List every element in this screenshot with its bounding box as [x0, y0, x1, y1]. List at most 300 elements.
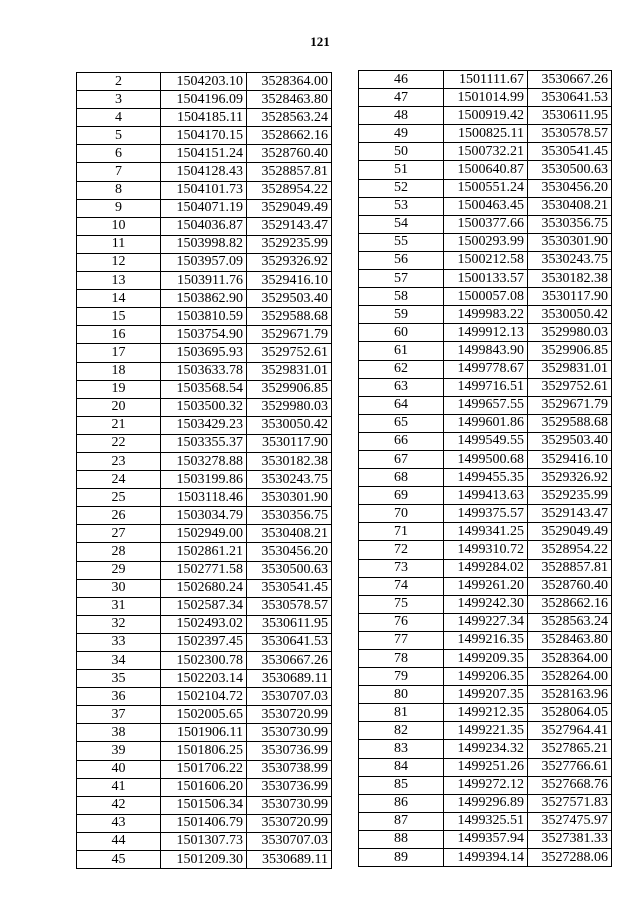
table-row: [359, 143, 612, 161]
y-coordinate: 3529503.40: [247, 290, 332, 308]
y-coordinate: 3529416.10: [247, 272, 332, 290]
point-number: 80: [359, 686, 444, 704]
y-coordinate: 3528662.16: [528, 595, 612, 613]
table-row: [77, 796, 332, 814]
y-coordinate: 3529235.99: [247, 235, 332, 253]
y-coordinate: 3529752.61: [528, 378, 612, 396]
point-number: 83: [359, 740, 444, 758]
x-coordinate: 1504196.09: [161, 91, 247, 109]
x-coordinate: 1503278.88: [161, 452, 247, 470]
table-row: [359, 740, 612, 758]
x-coordinate: 1501209.30: [161, 851, 247, 869]
x-coordinate: 1500919.42: [444, 107, 528, 125]
table-row: [77, 452, 332, 470]
point-number: 63: [359, 378, 444, 396]
y-coordinate: 3530730.99: [247, 796, 332, 814]
x-coordinate: 1499221.35: [444, 722, 528, 740]
table-row: [77, 362, 332, 380]
point-number: 49: [359, 125, 444, 143]
table-row: [359, 215, 612, 233]
y-coordinate: 3528954.22: [528, 541, 612, 559]
point-number: 42: [77, 796, 161, 814]
x-coordinate: 1499206.35: [444, 668, 528, 686]
page-number: 121: [310, 34, 330, 49]
y-coordinate: 3528463.80: [528, 631, 612, 649]
x-coordinate: 1504101.73: [161, 181, 247, 199]
table-row: [359, 306, 612, 324]
point-number: 53: [359, 197, 444, 215]
y-coordinate: 3528857.81: [528, 559, 612, 577]
point-number: 25: [77, 489, 161, 507]
table-row: [359, 794, 612, 812]
table-row: [77, 416, 332, 434]
y-coordinate: 3529143.47: [528, 505, 612, 523]
x-coordinate: 1504151.24: [161, 145, 247, 163]
table-row: [77, 633, 332, 651]
point-number: 11: [77, 235, 161, 253]
y-coordinate: 3529980.03: [528, 324, 612, 342]
y-coordinate: 3530641.53: [528, 89, 612, 107]
point-number: 62: [359, 360, 444, 378]
table-row: [359, 613, 612, 631]
point-number: 78: [359, 650, 444, 668]
point-number: 51: [359, 161, 444, 179]
point-number: 20: [77, 398, 161, 416]
x-coordinate: 1500732.21: [444, 143, 528, 161]
point-number: 81: [359, 704, 444, 722]
table-row: [77, 145, 332, 163]
table-row: [359, 505, 612, 523]
x-coordinate: 1499778.67: [444, 360, 528, 378]
table-row: [77, 398, 332, 416]
x-coordinate: 1501906.11: [161, 724, 247, 742]
table-row: [359, 270, 612, 288]
table-row: [77, 344, 332, 362]
table-row: [359, 559, 612, 577]
x-coordinate: 1504071.19: [161, 199, 247, 217]
x-coordinate: 1501307.73: [161, 832, 247, 850]
x-coordinate: 1502949.00: [161, 525, 247, 543]
x-coordinate: 1503429.23: [161, 416, 247, 434]
point-number: 21: [77, 416, 161, 434]
y-coordinate: 3527571.83: [528, 794, 612, 812]
y-coordinate: 3530050.42: [528, 306, 612, 324]
table-row: [77, 561, 332, 579]
table-row: [359, 830, 612, 848]
point-number: 36: [77, 688, 161, 706]
table-row: [359, 324, 612, 342]
x-coordinate: 1499242.30: [444, 595, 528, 613]
x-coordinate: 1503862.90: [161, 290, 247, 308]
x-coordinate: 1502300.78: [161, 652, 247, 670]
table-row: [77, 579, 332, 597]
y-coordinate: 3528563.24: [247, 109, 332, 127]
y-coordinate: 3527381.33: [528, 830, 612, 848]
table-row: [359, 179, 612, 197]
y-coordinate: 3527766.61: [528, 758, 612, 776]
table-row: [77, 724, 332, 742]
y-coordinate: 3530408.21: [528, 197, 612, 215]
y-coordinate: 3530611.95: [528, 107, 612, 125]
table-row: [359, 450, 612, 468]
y-coordinate: 3529671.79: [528, 396, 612, 414]
y-coordinate: 3528264.00: [528, 668, 612, 686]
table-row: [77, 380, 332, 398]
x-coordinate: 1503034.79: [161, 507, 247, 525]
table-row: [359, 89, 612, 107]
point-number: 41: [77, 778, 161, 796]
point-number: 47: [359, 89, 444, 107]
x-coordinate: 1499413.63: [444, 487, 528, 505]
y-coordinate: 3528364.00: [247, 73, 332, 91]
x-coordinate: 1502005.65: [161, 706, 247, 724]
y-coordinate: 3528760.40: [528, 577, 612, 595]
table-row: [77, 434, 332, 452]
point-number: 55: [359, 233, 444, 251]
table-row: [77, 688, 332, 706]
x-coordinate: 1500293.99: [444, 233, 528, 251]
x-coordinate: 1500377.66: [444, 215, 528, 233]
table-row: [359, 686, 612, 704]
y-coordinate: 3529143.47: [247, 217, 332, 235]
x-coordinate: 1499716.51: [444, 378, 528, 396]
point-number: 32: [77, 615, 161, 633]
x-coordinate: 1500551.24: [444, 179, 528, 197]
point-number: 6: [77, 145, 161, 163]
point-number: 65: [359, 414, 444, 432]
y-coordinate: 3530356.75: [528, 215, 612, 233]
y-coordinate: 3530301.90: [528, 233, 612, 251]
table-row: [359, 378, 612, 396]
x-coordinate: 1502397.45: [161, 633, 247, 651]
point-number: 29: [77, 561, 161, 579]
y-coordinate: 3530541.45: [247, 579, 332, 597]
point-number: 22: [77, 434, 161, 452]
table-row: [359, 487, 612, 505]
y-coordinate: 3530356.75: [247, 507, 332, 525]
point-number: 17: [77, 344, 161, 362]
y-coordinate: 3527964.41: [528, 722, 612, 740]
x-coordinate: 1503500.32: [161, 398, 247, 416]
x-coordinate: 1504185.11: [161, 109, 247, 127]
y-coordinate: 3529049.49: [247, 199, 332, 217]
y-coordinate: 3529831.01: [247, 362, 332, 380]
x-coordinate: 1502104.72: [161, 688, 247, 706]
table-row: [77, 778, 332, 796]
table-row: [77, 73, 332, 91]
point-number: 18: [77, 362, 161, 380]
y-coordinate: 3530738.99: [247, 760, 332, 778]
point-number: 30: [77, 579, 161, 597]
y-coordinate: 3529326.92: [528, 469, 612, 487]
y-coordinate: 3528954.22: [247, 181, 332, 199]
table-row: [77, 181, 332, 199]
y-coordinate: 3529503.40: [528, 432, 612, 450]
point-number: 12: [77, 253, 161, 271]
x-coordinate: 1501606.20: [161, 778, 247, 796]
y-coordinate: 3530500.63: [528, 161, 612, 179]
x-coordinate: 1504170.15: [161, 127, 247, 145]
y-coordinate: 3529235.99: [528, 487, 612, 505]
coordinates-table-left: [76, 72, 332, 869]
y-coordinate: 3530541.45: [528, 143, 612, 161]
y-coordinate: 3530243.75: [528, 251, 612, 269]
y-coordinate: 3528662.16: [247, 127, 332, 145]
table-row: [359, 668, 612, 686]
point-number: 59: [359, 306, 444, 324]
table-row: [77, 742, 332, 760]
y-coordinate: 3530689.11: [247, 670, 332, 688]
table-row: [359, 758, 612, 776]
table-row: [359, 233, 612, 251]
table-row: [77, 109, 332, 127]
point-number: 73: [359, 559, 444, 577]
table-row: [77, 326, 332, 344]
point-number: 68: [359, 469, 444, 487]
x-coordinate: 1499500.68: [444, 450, 528, 468]
y-coordinate: 3529588.68: [528, 414, 612, 432]
table-row: [77, 199, 332, 217]
y-coordinate: 3530456.20: [247, 543, 332, 561]
table-row: [77, 217, 332, 235]
point-number: 4: [77, 109, 161, 127]
x-coordinate: 1501406.79: [161, 814, 247, 832]
y-coordinate: 3528364.00: [528, 650, 612, 668]
x-coordinate: 1503957.09: [161, 253, 247, 271]
table-row: [359, 650, 612, 668]
table-row: [77, 760, 332, 778]
point-number: 9: [77, 199, 161, 217]
table-row: [359, 577, 612, 595]
point-number: 79: [359, 668, 444, 686]
table-row: [77, 652, 332, 670]
point-number: 8: [77, 181, 161, 199]
point-number: 3: [77, 91, 161, 109]
x-coordinate: 1502493.02: [161, 615, 247, 633]
point-number: 19: [77, 380, 161, 398]
x-coordinate: 1503118.46: [161, 489, 247, 507]
point-number: 31: [77, 597, 161, 615]
table-row: [77, 489, 332, 507]
x-coordinate: 1499912.13: [444, 324, 528, 342]
x-coordinate: 1499251.26: [444, 758, 528, 776]
y-coordinate: 3530243.75: [247, 471, 332, 489]
y-coordinate: 3530720.99: [247, 706, 332, 724]
x-coordinate: 1503810.59: [161, 308, 247, 326]
x-coordinate: 1499394.14: [444, 849, 528, 867]
table-row: [77, 127, 332, 145]
x-coordinate: 1499234.32: [444, 740, 528, 758]
x-coordinate: 1500825.11: [444, 125, 528, 143]
y-coordinate: 3530500.63: [247, 561, 332, 579]
x-coordinate: 1503199.86: [161, 471, 247, 489]
point-number: 14: [77, 290, 161, 308]
y-coordinate: 3529326.92: [247, 253, 332, 271]
point-number: 34: [77, 652, 161, 670]
y-coordinate: 3527865.21: [528, 740, 612, 758]
table-row: [359, 432, 612, 450]
point-number: 40: [77, 760, 161, 778]
point-number: 88: [359, 830, 444, 848]
x-coordinate: 1500212.58: [444, 251, 528, 269]
point-number: 48: [359, 107, 444, 125]
y-coordinate: 3529906.85: [528, 342, 612, 360]
x-coordinate: 1499843.90: [444, 342, 528, 360]
y-coordinate: 3530578.57: [247, 597, 332, 615]
x-coordinate: 1501111.67: [444, 71, 528, 89]
y-coordinate: 3529831.01: [528, 360, 612, 378]
x-coordinate: 1499272.12: [444, 776, 528, 794]
x-coordinate: 1500057.08: [444, 288, 528, 306]
table-row: [359, 631, 612, 649]
x-coordinate: 1499284.02: [444, 559, 528, 577]
x-coordinate: 1499657.55: [444, 396, 528, 414]
x-coordinate: 1500640.87: [444, 161, 528, 179]
y-coordinate: 3530707.03: [247, 688, 332, 706]
table-row: [359, 125, 612, 143]
table-row: [359, 722, 612, 740]
table-row: [359, 107, 612, 125]
x-coordinate: 1503633.78: [161, 362, 247, 380]
y-coordinate: 3528163.96: [528, 686, 612, 704]
point-number: 58: [359, 288, 444, 306]
y-coordinate: 3527475.97: [528, 812, 612, 830]
y-coordinate: 3530456.20: [528, 179, 612, 197]
x-coordinate: 1499341.25: [444, 523, 528, 541]
table-row: [359, 396, 612, 414]
x-coordinate: 1499601.86: [444, 414, 528, 432]
x-coordinate: 1499325.51: [444, 812, 528, 830]
y-coordinate: 3530730.99: [247, 724, 332, 742]
x-coordinate: 1499549.55: [444, 432, 528, 450]
x-coordinate: 1504036.87: [161, 217, 247, 235]
table-row: [359, 541, 612, 559]
point-number: 67: [359, 450, 444, 468]
y-coordinate: 3530182.38: [528, 270, 612, 288]
point-number: 39: [77, 742, 161, 760]
point-number: 75: [359, 595, 444, 613]
y-coordinate: 3528760.40: [247, 145, 332, 163]
point-number: 61: [359, 342, 444, 360]
table-row: [359, 523, 612, 541]
x-coordinate: 1499983.22: [444, 306, 528, 324]
point-number: 72: [359, 541, 444, 559]
table-row: [77, 471, 332, 489]
table-row: [77, 507, 332, 525]
x-coordinate: 1499375.57: [444, 505, 528, 523]
x-coordinate: 1499455.35: [444, 469, 528, 487]
x-coordinate: 1499296.89: [444, 794, 528, 812]
y-coordinate: 3527668.76: [528, 776, 612, 794]
x-coordinate: 1499227.34: [444, 613, 528, 631]
table-row: [359, 251, 612, 269]
y-coordinate: 3528463.80: [247, 91, 332, 109]
point-number: 33: [77, 633, 161, 651]
x-coordinate: 1503568.54: [161, 380, 247, 398]
y-coordinate: 3530408.21: [247, 525, 332, 543]
point-number: 15: [77, 308, 161, 326]
point-number: 7: [77, 163, 161, 181]
table-row: [359, 197, 612, 215]
x-coordinate: 1502861.21: [161, 543, 247, 561]
x-coordinate: 1503911.76: [161, 272, 247, 290]
table-row: [359, 71, 612, 89]
point-number: 2: [77, 73, 161, 91]
table-row: [77, 814, 332, 832]
y-coordinate: 3530689.11: [247, 851, 332, 869]
table-row: [77, 851, 332, 869]
point-number: 74: [359, 577, 444, 595]
table-row: [359, 288, 612, 306]
point-number: 71: [359, 523, 444, 541]
y-coordinate: 3529752.61: [247, 344, 332, 362]
y-coordinate: 3529416.10: [528, 450, 612, 468]
table-row: [77, 163, 332, 181]
y-coordinate: 3529049.49: [528, 523, 612, 541]
table-row: [359, 812, 612, 830]
coordinates-table-right: [358, 70, 612, 867]
table-row: [359, 414, 612, 432]
point-number: 82: [359, 722, 444, 740]
point-number: 56: [359, 251, 444, 269]
y-coordinate: 3529588.68: [247, 308, 332, 326]
table-row: [77, 272, 332, 290]
x-coordinate: 1499216.35: [444, 631, 528, 649]
x-coordinate: 1500133.57: [444, 270, 528, 288]
point-number: 69: [359, 487, 444, 505]
table-row: [77, 91, 332, 109]
point-number: 87: [359, 812, 444, 830]
point-number: 45: [77, 851, 161, 869]
point-number: 89: [359, 849, 444, 867]
table-row: [359, 849, 612, 867]
point-number: 85: [359, 776, 444, 794]
point-number: 43: [77, 814, 161, 832]
table-row: [359, 161, 612, 179]
y-coordinate: 3530667.26: [247, 652, 332, 670]
y-coordinate: 3528857.81: [247, 163, 332, 181]
x-coordinate: 1499207.35: [444, 686, 528, 704]
point-number: 44: [77, 832, 161, 850]
y-coordinate: 3530707.03: [247, 832, 332, 850]
point-number: 54: [359, 215, 444, 233]
point-number: 50: [359, 143, 444, 161]
x-coordinate: 1501014.99: [444, 89, 528, 107]
y-coordinate: 3530736.99: [247, 742, 332, 760]
x-coordinate: 1499357.94: [444, 830, 528, 848]
y-coordinate: 3530667.26: [528, 71, 612, 89]
point-number: 13: [77, 272, 161, 290]
table-row: [359, 342, 612, 360]
x-coordinate: 1503355.37: [161, 434, 247, 452]
x-coordinate: 1502771.58: [161, 561, 247, 579]
point-number: 52: [359, 179, 444, 197]
table-row: [359, 704, 612, 722]
table-row: [77, 290, 332, 308]
x-coordinate: 1503998.82: [161, 235, 247, 253]
point-number: 60: [359, 324, 444, 342]
point-number: 27: [77, 525, 161, 543]
x-coordinate: 1502680.24: [161, 579, 247, 597]
point-number: 84: [359, 758, 444, 776]
x-coordinate: 1499261.20: [444, 577, 528, 595]
x-coordinate: 1501806.25: [161, 742, 247, 760]
x-coordinate: 1502587.34: [161, 597, 247, 615]
y-coordinate: 3529906.85: [247, 380, 332, 398]
table-row: [77, 832, 332, 850]
table-row: [77, 525, 332, 543]
x-coordinate: 1499310.72: [444, 541, 528, 559]
